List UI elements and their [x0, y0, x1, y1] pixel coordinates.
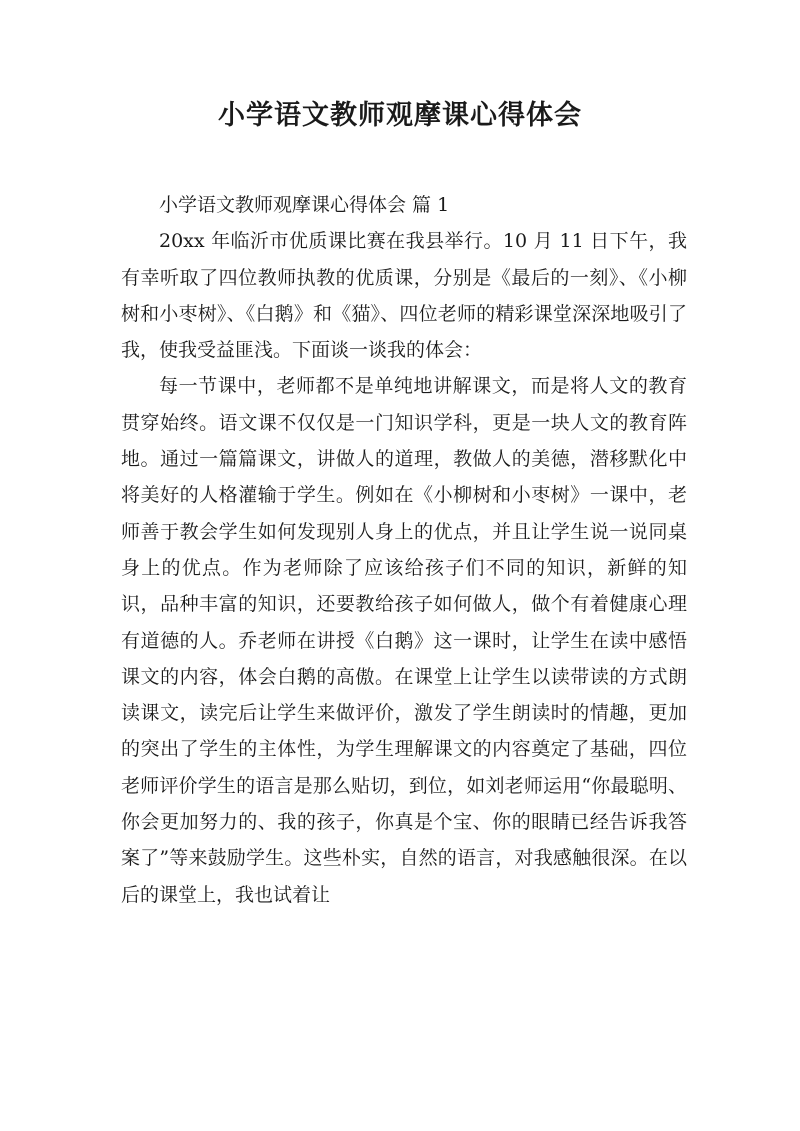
section-heading: 小学语文教师观摩课心得体会 篇 1 [159, 194, 450, 216]
paragraph-2: 每一节课中，老师都不是单纯地讲解课文，而是将人文的教育贯穿始终。语文课不仅仅是一门知识学科，更是一块人文的教育阵地。通过一篇篇课文，讲做人的道理，教做人的美德，潜移默化中将美好的人格灌输于学生。例如在《小柳树和小枣树》一课中，老师善于教会学生如何发现别人身上的优点，并且让学生说一说同桌身上的优点。作为老师除了应该给孩子们不同的知识，新鲜的知识，品种丰富的知识，还要教给孩子如何做人，做个有着健康心理有道德的人。乔老师在讲授《白鹅》这一课时，让学生在读中感悟课文的内容，体会白鹅的高傲。在课堂上让学生以读带读的方式朗读课文，读完后让学生来做评价，激发了学生朗读时的情趣，更加的突出了学生的主体性，为学生理解课文的内容奠定了基础，四位老师评价学生的语言是那么贴切，到位，如刘老师运用“你最聪明、你会更加努力的、我的孩子，你真是个宝、你的眼睛已经告诉我答案了”等来鼓励学生。这些朴实，自然的语言，对我感触很深。在以后的课堂上，我也试着让 [121, 375, 687, 906]
document-body [121, 187, 687, 913]
document-title: 小学语文教师观摩课心得体会 [218, 100, 582, 131]
paragraph-1: 20xx 年临沂市优质课比赛在我县举行。10 月 11 日下午，我有幸听取了四位教师执教的优质课，分别是《最后的一刻》、《小柳树和小枣树》、《白鹅》和《猫》、四位老师的精彩课堂深深地吸引了我，使我受益匪浅。下面谈一谈我的体会： [121, 230, 687, 362]
